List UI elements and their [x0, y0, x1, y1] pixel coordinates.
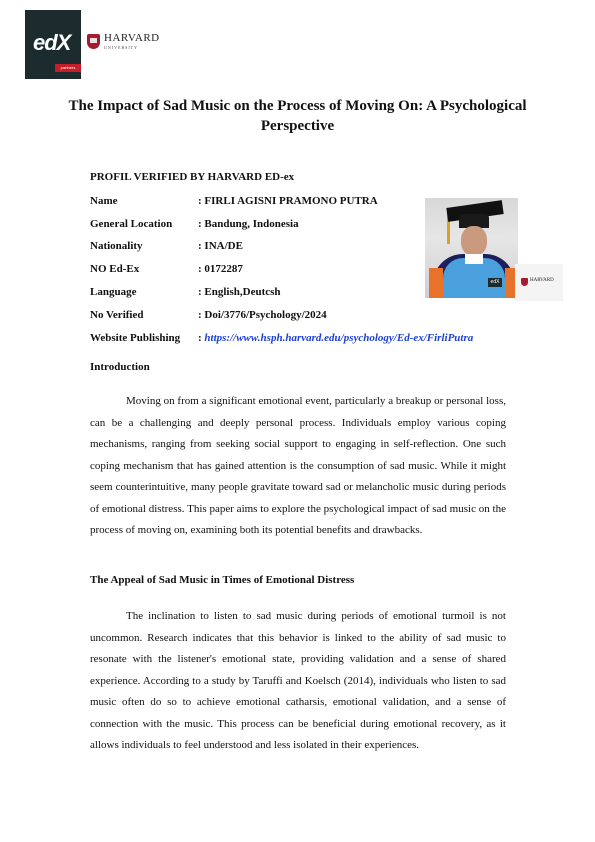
profile-label: No Verified: [90, 309, 144, 321]
profile-row-location: [90, 218, 299, 230]
harvard-logo-subtext: UNIVERSITY: [104, 45, 138, 50]
profile-row-nationality: [90, 240, 243, 252]
profile-row-website: [90, 332, 473, 344]
photo-harvard-badge-text: HARVARD: [530, 278, 554, 283]
edx-partner-tag: partners: [55, 64, 81, 72]
face: [461, 226, 487, 256]
website-link[interactable]: https://www.hsph.harvard.edu/psychology/Ed-ex/FirliPutra: [204, 332, 474, 344]
profile-value: : INA/DE: [198, 240, 243, 252]
profile-label: Language: [90, 286, 137, 298]
profile-heading: PROFIL VERIFIED BY HARVARD ED-ex: [90, 171, 295, 183]
profile-value: : FIRLI AGISNI PRAMONO PUTRA: [198, 195, 378, 207]
profile-label: Name: [90, 195, 118, 207]
profile-label: Nationality: [90, 240, 143, 252]
profile-label: NO Ed-Ex: [90, 263, 140, 275]
edx-logo: [25, 10, 81, 79]
intro-paragraph-text: Moving on from a significant emotional event, particularly a breakup or personal loss, can be a challenging and deeply personal process. Individuals employ various coping mechanisms, ranging from seeking social support to engaging in self-reflection. One such coping mechanism that has gained attention is the consumption of sad music. While it might seem counterintuitive, many people gravitate toward sad or melancholic music during periods of emotional distress. This paper aims to explore the psychological impact of sad music on the process of moving on, examining both its potential benefits and drawbacks.: [90, 395, 506, 536]
profile-value-prefix: :: [198, 332, 205, 344]
harvard-shield-icon: [521, 278, 528, 286]
profile-value: [198, 332, 473, 344]
profile-value: : English,Deutcsh: [198, 286, 281, 298]
header-logos: [25, 10, 165, 79]
harvard-logo: [87, 33, 160, 50]
intro-paragraph: [90, 391, 506, 542]
profile-row-edex-number: [90, 263, 243, 275]
photo-edx-badge: edX: [488, 278, 502, 287]
appeal-paragraph-text: The inclination to listen to sad music during periods of emotional turmoil is not uncommon. Research indicates that this behavior is linked to the ability of sad music to resonate with the listener's emotional state, providing validation and a sense of shared experience. According to a study by Taruffi and Koelsch (2014), individuals who listen to sad music often do so to achieve emotional catharsis, emotional validation, and a sense of connection with the music. This process can be beneficial during emotional recovery, as it allows individuals to feel understood and less isolated in their experiences.: [90, 610, 506, 751]
collar: [465, 254, 483, 264]
profile-value: : 0172287: [198, 263, 243, 275]
profile-photo: [425, 198, 518, 298]
profile-row-language: [90, 286, 281, 298]
profile-value: : Doi/3776/Psychology/2024: [198, 309, 327, 321]
document-title: The Impact of Sad Music on the Process of Moving On: A Psychological Perspective: [68, 98, 527, 134]
profile-label: General Location: [90, 218, 173, 230]
profile-row-verified: [90, 309, 327, 321]
appeal-heading: The Appeal of Sad Music in Times of Emotional Distress: [90, 574, 355, 586]
harvard-shield-icon: [87, 34, 100, 49]
intro-heading: Introduction: [90, 361, 150, 373]
profile-row-name: [90, 195, 378, 207]
profile-label: Website Publishing: [90, 332, 181, 344]
photo-harvard-badge: [515, 264, 563, 301]
stole-left-stripe: [429, 268, 443, 298]
edx-logo-text: edX: [33, 30, 71, 55]
appeal-paragraph: [90, 606, 506, 757]
profile-value: : Bandung, Indonesia: [198, 218, 299, 230]
harvard-logo-text: HARVARD: [104, 32, 160, 44]
